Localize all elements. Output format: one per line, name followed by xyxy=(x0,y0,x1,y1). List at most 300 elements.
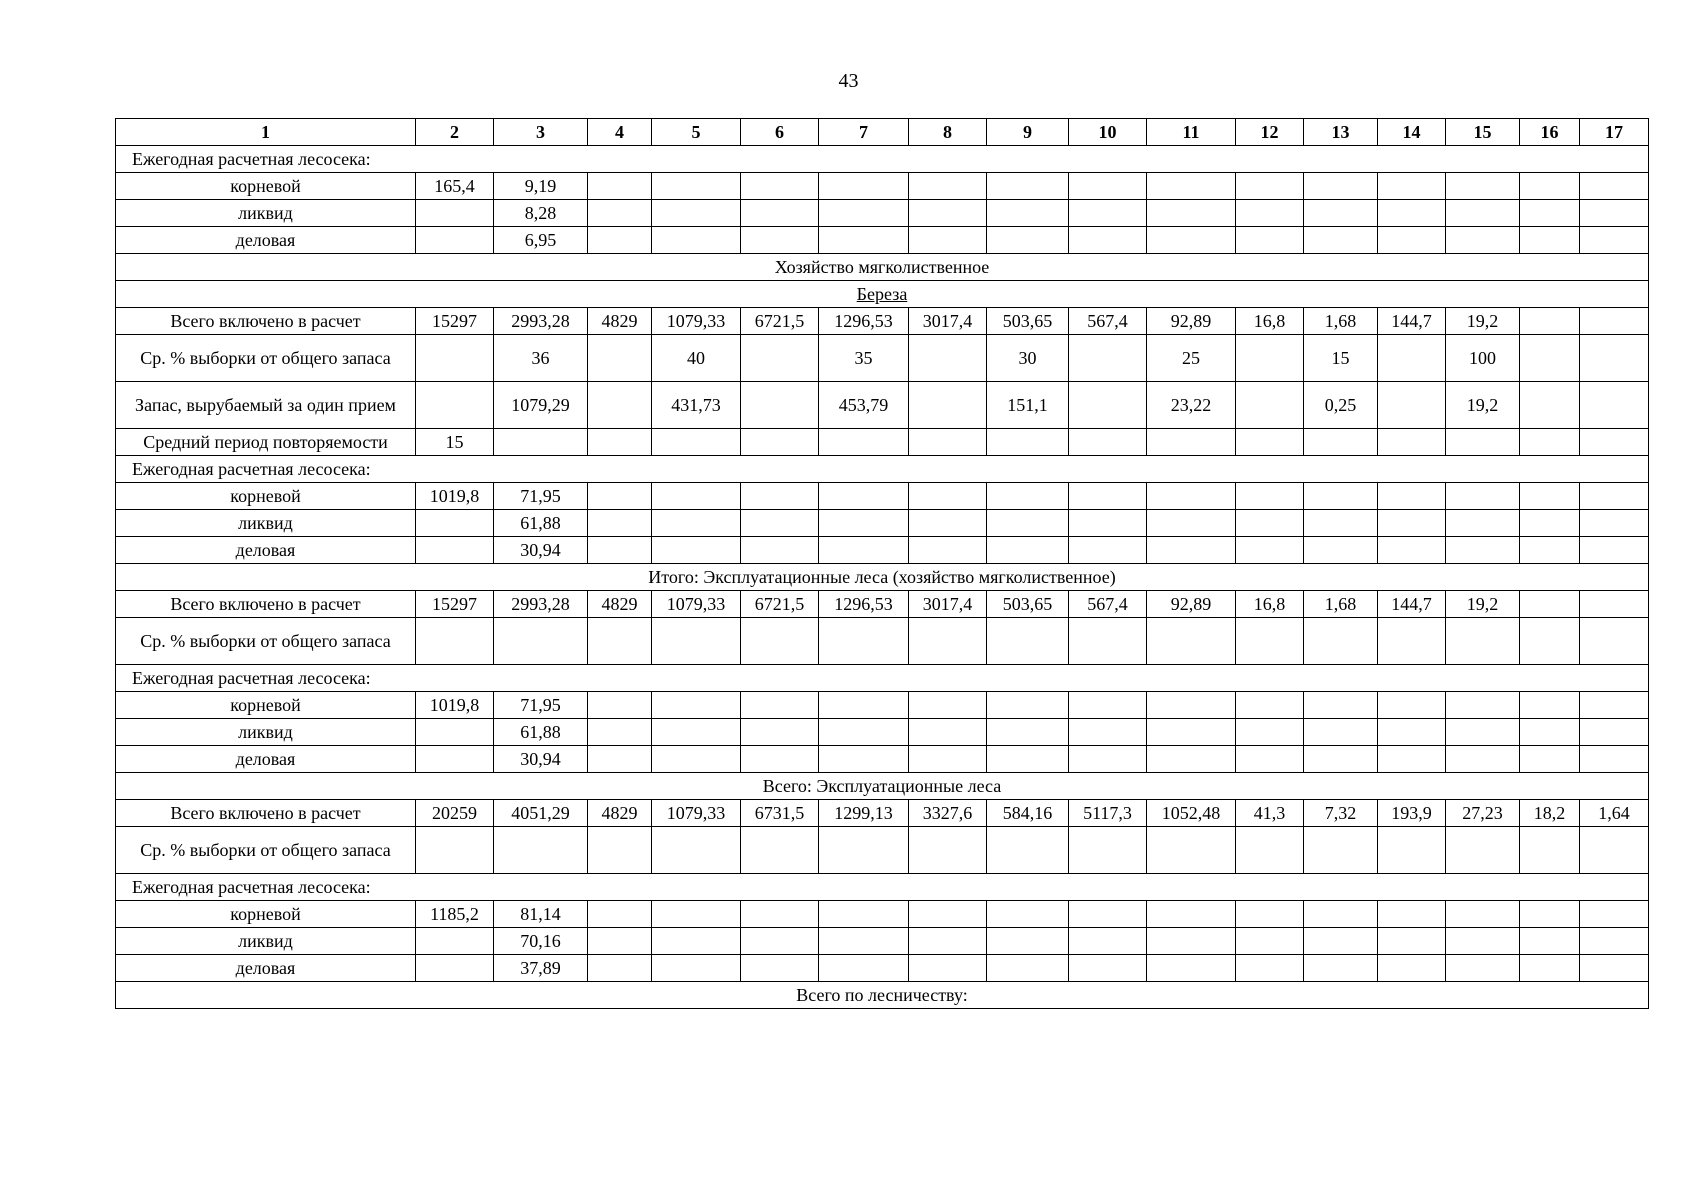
table-cell xyxy=(1147,510,1236,537)
table-cell xyxy=(1236,928,1304,955)
row-label: Всего включено в расчет xyxy=(116,800,416,827)
table-cell xyxy=(1580,537,1649,564)
table-cell xyxy=(416,618,494,665)
table-cell: 1299,13 xyxy=(819,800,909,827)
row-label: ликвид xyxy=(116,928,416,955)
table-cell xyxy=(1378,173,1446,200)
column-header: 3 xyxy=(494,119,588,146)
table-cell xyxy=(1069,537,1147,564)
table-cell: 584,16 xyxy=(987,800,1069,827)
table-cell xyxy=(909,901,987,928)
table-cell: 30 xyxy=(987,335,1069,382)
row-label: ликвид xyxy=(116,200,416,227)
table-cell xyxy=(1520,483,1580,510)
column-header: 6 xyxy=(741,119,819,146)
table-cell xyxy=(1304,227,1378,254)
table-cell: 1,64 xyxy=(1580,800,1649,827)
table-cell: 7,32 xyxy=(1304,800,1378,827)
table-cell xyxy=(1304,692,1378,719)
table-cell xyxy=(987,827,1069,874)
table-cell xyxy=(819,901,909,928)
table-cell xyxy=(1378,537,1446,564)
table-cell: 37,89 xyxy=(494,955,588,982)
table-cell xyxy=(1520,618,1580,665)
table-cell xyxy=(1580,901,1649,928)
table-cell xyxy=(652,928,741,955)
table-cell xyxy=(1520,746,1580,773)
table-cell: 3327,6 xyxy=(909,800,987,827)
table-cell xyxy=(1580,618,1649,665)
table-cell xyxy=(1580,928,1649,955)
table-cell: 19,2 xyxy=(1446,382,1520,429)
table-row xyxy=(116,746,1649,773)
table-cell xyxy=(588,335,652,382)
table-cell: 2993,28 xyxy=(494,308,588,335)
table-cell xyxy=(741,746,819,773)
table-cell xyxy=(1236,618,1304,665)
table-cell xyxy=(1580,227,1649,254)
table-cell xyxy=(1378,719,1446,746)
row-label: Всего включено в расчет xyxy=(116,308,416,335)
table-cell xyxy=(588,692,652,719)
table-cell: 1019,8 xyxy=(416,483,494,510)
table-cell: 100 xyxy=(1446,335,1520,382)
table-cell xyxy=(1580,335,1649,382)
table-cell xyxy=(1147,200,1236,227)
table-cell xyxy=(1446,901,1520,928)
table-cell: 15 xyxy=(1304,335,1378,382)
table-cell: 503,65 xyxy=(987,308,1069,335)
section-row xyxy=(116,982,1649,1009)
table-cell xyxy=(1520,591,1580,618)
table-cell xyxy=(1147,719,1236,746)
table-cell: 453,79 xyxy=(819,382,909,429)
table-cell xyxy=(741,618,819,665)
page-number: 43 xyxy=(838,70,859,92)
table-cell: 1079,33 xyxy=(652,800,741,827)
table-cell xyxy=(588,382,652,429)
row-label: ликвид xyxy=(116,719,416,746)
table-cell xyxy=(652,483,741,510)
table-cell xyxy=(909,382,987,429)
table-cell xyxy=(909,827,987,874)
table-cell xyxy=(1520,429,1580,456)
table-cell: 1185,2 xyxy=(416,901,494,928)
table-cell xyxy=(1520,308,1580,335)
table-cell xyxy=(741,901,819,928)
table-cell: 15 xyxy=(416,429,494,456)
table-cell: 3017,4 xyxy=(909,591,987,618)
table-cell: 8,28 xyxy=(494,200,588,227)
table-cell xyxy=(741,537,819,564)
subheading-cell: Ежегодная расчетная лесосека: xyxy=(116,874,1649,901)
row-label: деловая xyxy=(116,955,416,982)
table-cell xyxy=(652,827,741,874)
table-cell xyxy=(987,955,1069,982)
table-cell xyxy=(909,335,987,382)
table-cell xyxy=(1446,719,1520,746)
table-cell: 1,68 xyxy=(1304,308,1378,335)
column-header: 16 xyxy=(1520,119,1580,146)
table-cell xyxy=(494,827,588,874)
table-cell xyxy=(1378,928,1446,955)
table-cell xyxy=(652,901,741,928)
table-cell xyxy=(819,483,909,510)
table-cell xyxy=(909,483,987,510)
row-label: деловая xyxy=(116,537,416,564)
subheading-row xyxy=(116,456,1649,483)
row-label: Всего включено в расчет xyxy=(116,591,416,618)
column-header: 9 xyxy=(987,119,1069,146)
table-cell xyxy=(588,173,652,200)
table-cell xyxy=(819,510,909,537)
table-cell xyxy=(1147,928,1236,955)
table-cell xyxy=(1069,510,1147,537)
table-cell xyxy=(819,429,909,456)
table-row xyxy=(116,955,1649,982)
table-cell xyxy=(1236,692,1304,719)
table-cell xyxy=(652,510,741,537)
table-cell: 81,14 xyxy=(494,901,588,928)
column-header: 5 xyxy=(652,119,741,146)
table-row xyxy=(116,928,1649,955)
table-row xyxy=(116,591,1649,618)
table-cell: 6,95 xyxy=(494,227,588,254)
table-cell: 30,94 xyxy=(494,746,588,773)
table-cell xyxy=(1580,483,1649,510)
table-body xyxy=(116,146,1649,1009)
row-label: Ср. % выборки от общего запаса xyxy=(116,618,416,665)
table-cell xyxy=(588,827,652,874)
table-cell: 3017,4 xyxy=(909,308,987,335)
table-cell xyxy=(652,618,741,665)
table-cell: 70,16 xyxy=(494,928,588,955)
table-cell xyxy=(819,955,909,982)
table-cell: 4829 xyxy=(588,308,652,335)
table-cell: 35 xyxy=(819,335,909,382)
table-cell xyxy=(741,227,819,254)
table-cell: 9,19 xyxy=(494,173,588,200)
row-label: Ср. % выборки от общего запаса xyxy=(116,827,416,874)
table-row xyxy=(116,227,1649,254)
table-cell xyxy=(1446,429,1520,456)
table-cell: 6721,5 xyxy=(741,308,819,335)
table-cell xyxy=(1580,827,1649,874)
table-cell xyxy=(1520,200,1580,227)
table-cell xyxy=(909,429,987,456)
table-cell xyxy=(987,719,1069,746)
table-cell xyxy=(987,618,1069,665)
table-cell: 15297 xyxy=(416,308,494,335)
table-cell xyxy=(741,382,819,429)
table-cell xyxy=(987,510,1069,537)
table-cell xyxy=(909,173,987,200)
table-cell xyxy=(652,227,741,254)
table-cell xyxy=(1069,618,1147,665)
table-cell xyxy=(652,429,741,456)
table-cell xyxy=(1304,928,1378,955)
table-cell xyxy=(1069,928,1147,955)
table-cell xyxy=(1069,173,1147,200)
table-cell: 92,89 xyxy=(1147,591,1236,618)
table-cell xyxy=(588,483,652,510)
table-cell xyxy=(1378,200,1446,227)
table-cell xyxy=(1069,827,1147,874)
table-cell: 1019,8 xyxy=(416,692,494,719)
table-cell xyxy=(1069,483,1147,510)
table-cell xyxy=(1378,335,1446,382)
table-cell xyxy=(1520,719,1580,746)
row-label: Ср. % выборки от общего запаса xyxy=(116,335,416,382)
table-cell: 18,2 xyxy=(1520,800,1580,827)
subheading-cell: Ежегодная расчетная лесосека: xyxy=(116,456,1649,483)
table-cell xyxy=(741,955,819,982)
table-cell xyxy=(819,173,909,200)
table-cell xyxy=(1069,719,1147,746)
table-cell xyxy=(1520,173,1580,200)
table-row xyxy=(116,510,1649,537)
table-cell: 1079,29 xyxy=(494,382,588,429)
table-cell xyxy=(652,746,741,773)
table-cell: 40 xyxy=(652,335,741,382)
table-cell xyxy=(1378,227,1446,254)
table-cell xyxy=(1446,692,1520,719)
table-cell xyxy=(1520,827,1580,874)
table-cell: 431,73 xyxy=(652,382,741,429)
table-cell xyxy=(1580,955,1649,982)
section-title: Всего: Эксплуатационные леса xyxy=(116,773,1649,800)
column-header: 12 xyxy=(1236,119,1304,146)
table-cell xyxy=(1236,719,1304,746)
table-cell xyxy=(1446,928,1520,955)
column-header: 7 xyxy=(819,119,909,146)
table-cell: 6731,5 xyxy=(741,800,819,827)
table-cell xyxy=(1069,746,1147,773)
table-cell xyxy=(1069,692,1147,719)
table-cell xyxy=(1378,692,1446,719)
table-cell: 193,9 xyxy=(1378,800,1446,827)
table-cell xyxy=(1520,955,1580,982)
table-cell xyxy=(819,827,909,874)
table-cell xyxy=(416,510,494,537)
table-cell xyxy=(1520,928,1580,955)
table-cell: 16,8 xyxy=(1236,591,1304,618)
table-cell: 1296,53 xyxy=(819,308,909,335)
section-row xyxy=(116,254,1649,281)
table-cell xyxy=(588,746,652,773)
table-cell xyxy=(1304,483,1378,510)
table-cell xyxy=(1304,827,1378,874)
table-cell xyxy=(1446,537,1520,564)
table-row xyxy=(116,429,1649,456)
table-cell xyxy=(1236,227,1304,254)
table-cell xyxy=(741,692,819,719)
table-row xyxy=(116,692,1649,719)
table-cell xyxy=(1304,955,1378,982)
table-cell xyxy=(1069,227,1147,254)
table-cell xyxy=(1069,335,1147,382)
table-cell xyxy=(652,200,741,227)
table-cell: 144,7 xyxy=(1378,308,1446,335)
section-row xyxy=(116,281,1649,308)
table-cell xyxy=(588,719,652,746)
table-cell xyxy=(1147,746,1236,773)
table-cell xyxy=(1378,483,1446,510)
row-label: деловая xyxy=(116,746,416,773)
table-cell xyxy=(1580,746,1649,773)
table-cell xyxy=(588,510,652,537)
column-header: 8 xyxy=(909,119,987,146)
table-cell xyxy=(652,537,741,564)
table-cell xyxy=(909,719,987,746)
table-cell xyxy=(1147,955,1236,982)
table-cell xyxy=(987,746,1069,773)
table-cell xyxy=(1069,901,1147,928)
subheading-cell: Ежегодная расчетная лесосека: xyxy=(116,146,1649,173)
table-cell xyxy=(1304,173,1378,200)
column-header: 2 xyxy=(416,119,494,146)
table-row xyxy=(116,827,1649,874)
row-label: корневой xyxy=(116,901,416,928)
table-cell xyxy=(1069,429,1147,456)
table-cell: 151,1 xyxy=(987,382,1069,429)
table-cell xyxy=(1446,200,1520,227)
column-header: 15 xyxy=(1446,119,1520,146)
table-row xyxy=(116,537,1649,564)
table-cell xyxy=(741,483,819,510)
table-cell: 27,23 xyxy=(1446,800,1520,827)
table-cell: 503,65 xyxy=(987,591,1069,618)
table-cell xyxy=(1236,429,1304,456)
table-cell: 30,94 xyxy=(494,537,588,564)
table-cell xyxy=(819,537,909,564)
table-cell xyxy=(1069,200,1147,227)
table-cell xyxy=(652,692,741,719)
table-row xyxy=(116,382,1649,429)
table-cell: 19,2 xyxy=(1446,591,1520,618)
table-cell xyxy=(1378,746,1446,773)
table-cell xyxy=(1304,537,1378,564)
subheading-row xyxy=(116,874,1649,901)
subheading-cell: Ежегодная расчетная лесосека: xyxy=(116,665,1649,692)
table-cell xyxy=(1580,719,1649,746)
table-cell xyxy=(1378,618,1446,665)
table-cell xyxy=(416,746,494,773)
table-cell xyxy=(741,827,819,874)
table-cell xyxy=(1446,510,1520,537)
table-cell: 61,88 xyxy=(494,719,588,746)
table-cell xyxy=(1147,227,1236,254)
table-cell xyxy=(1520,510,1580,537)
table-cell xyxy=(819,928,909,955)
table-cell xyxy=(1378,382,1446,429)
table-cell xyxy=(1069,382,1147,429)
table-cell xyxy=(819,618,909,665)
table-cell xyxy=(416,955,494,982)
column-header: 11 xyxy=(1147,119,1236,146)
table-cell: 567,4 xyxy=(1069,591,1147,618)
table-cell xyxy=(1147,429,1236,456)
table-cell xyxy=(1304,429,1378,456)
subheading-row xyxy=(116,146,1649,173)
table-cell: 1052,48 xyxy=(1147,800,1236,827)
table-cell xyxy=(588,429,652,456)
table-cell xyxy=(1304,719,1378,746)
table-cell xyxy=(588,955,652,982)
table-cell xyxy=(416,335,494,382)
table-cell xyxy=(909,200,987,227)
table-cell xyxy=(741,335,819,382)
table-cell xyxy=(1378,901,1446,928)
table-cell: 15297 xyxy=(416,591,494,618)
table-cell: 92,89 xyxy=(1147,308,1236,335)
table-cell xyxy=(987,429,1069,456)
table-row xyxy=(116,335,1649,382)
table-cell xyxy=(1520,692,1580,719)
table-cell xyxy=(588,200,652,227)
table-cell xyxy=(1304,510,1378,537)
table-cell: 144,7 xyxy=(1378,591,1446,618)
table-cell xyxy=(987,901,1069,928)
table-cell xyxy=(987,928,1069,955)
table-cell xyxy=(588,227,652,254)
table-cell xyxy=(1236,537,1304,564)
table-cell: 1296,53 xyxy=(819,591,909,618)
table-cell: 2993,28 xyxy=(494,591,588,618)
table-cell xyxy=(588,537,652,564)
table-cell xyxy=(909,955,987,982)
table-cell: 61,88 xyxy=(494,510,588,537)
table-row xyxy=(116,901,1649,928)
table-cell xyxy=(416,719,494,746)
section-title: Итого: Эксплуатационные леса (хозяйство мягколиственное) xyxy=(116,564,1649,591)
table-cell xyxy=(416,200,494,227)
table-cell: 23,22 xyxy=(1147,382,1236,429)
table-cell xyxy=(1378,510,1446,537)
row-label: корневой xyxy=(116,173,416,200)
table-cell: 165,4 xyxy=(416,173,494,200)
table-cell xyxy=(1446,618,1520,665)
table-cell xyxy=(741,200,819,227)
table-cell xyxy=(588,928,652,955)
table-cell xyxy=(819,227,909,254)
table-cell xyxy=(909,227,987,254)
table-cell xyxy=(741,510,819,537)
table-cell xyxy=(1580,429,1649,456)
table-row xyxy=(116,308,1649,335)
column-header: 10 xyxy=(1069,119,1147,146)
cutting-area-table xyxy=(115,118,1649,1009)
table-cell xyxy=(588,901,652,928)
row-label: деловая xyxy=(116,227,416,254)
table-cell xyxy=(494,429,588,456)
table-cell xyxy=(1446,746,1520,773)
table-cell xyxy=(819,746,909,773)
table-cell xyxy=(741,173,819,200)
table-cell xyxy=(819,200,909,227)
table-cell xyxy=(909,537,987,564)
table-row xyxy=(116,483,1649,510)
table-cell xyxy=(741,429,819,456)
table-cell xyxy=(1520,227,1580,254)
table-cell xyxy=(1147,827,1236,874)
column-header: 13 xyxy=(1304,119,1378,146)
table-cell xyxy=(652,719,741,746)
table-cell xyxy=(1580,173,1649,200)
table-cell: 1079,33 xyxy=(652,591,741,618)
table-cell xyxy=(1378,955,1446,982)
table-cell xyxy=(1446,173,1520,200)
